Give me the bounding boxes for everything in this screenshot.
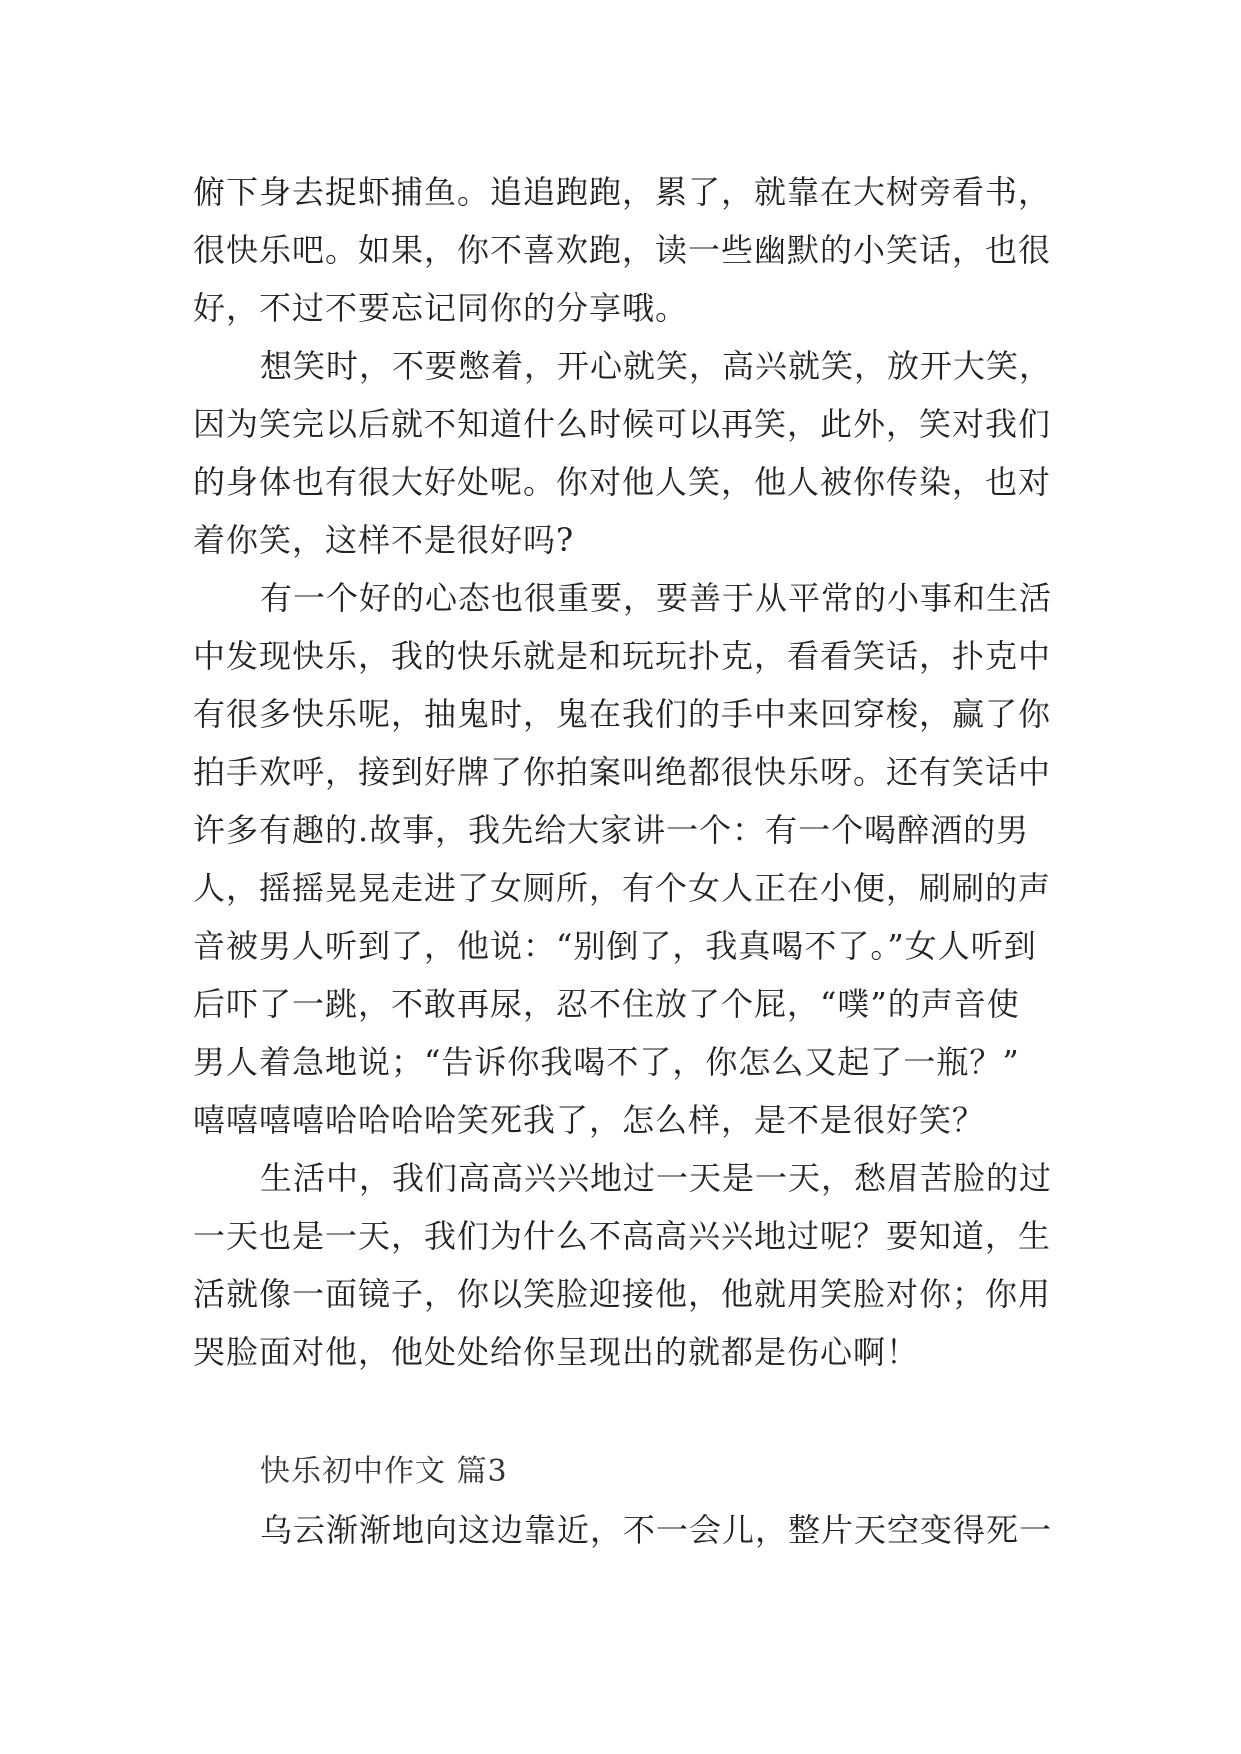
text-line: 着你笑，这样不是很好吗? xyxy=(193,521,575,559)
text-line: 音被男人听到了，他说：“别倒了，我真喝不了。”女人听到 xyxy=(193,927,1037,965)
text-line: 想笑时，不要憋着，开心就笑，高兴就笑，放开大笑， xyxy=(260,347,1053,385)
text-line: 许多有趣的.故事，我先给大家讲一个：有一个喝醉酒的男 xyxy=(193,811,1030,849)
text-line: 活就像一面镜子，你以笑脸迎接他，他就用笑脸对你；你用 xyxy=(193,1275,1052,1313)
text-line: 男人着急地说；“告诉你我喝不了，你怎么又起了一瓶？” xyxy=(193,1043,1020,1081)
section-title: 快乐初中作文 篇3 xyxy=(260,1454,508,1489)
text-line: 一天也是一天，我们为什么不高高兴兴地过呢？要知道，生 xyxy=(193,1217,1052,1255)
text-line: 有一个好的心态也很重要，要善于从平常的小事和生活 xyxy=(260,579,1053,617)
text-line: 生活中，我们高高兴兴地过一天是一天，愁眉苦脸的过 xyxy=(260,1159,1053,1197)
text-line: 因为笑完以后就不知道什么时候可以再笑，此外，笑对我们 xyxy=(193,405,1052,443)
text-line: 很快乐吧。如果，你不喜欢跑，读一些幽默的小笑话，也很 xyxy=(193,231,1052,269)
text-line: 哭脸面对他，他处处给你呈现出的就都是伤心啊！ xyxy=(193,1333,920,1371)
text-line: 人，摇摇晃晃走进了女厕所，有个女人正在小便，刷刷的声 xyxy=(193,869,1052,907)
text-line: 中发现快乐，我的快乐就是和玩玩扑克，看看笑话，扑克中 xyxy=(193,637,1052,675)
text-line: 有很多快乐呢，抽鬼时，鬼在我们的手中来回穿梭，赢了你 xyxy=(193,695,1052,733)
text-line: 后吓了一跳，不敢再尿，忍不住放了个屁，“噗”的声音使 xyxy=(193,985,1020,1023)
text-line: 好，不过不要忘记同你的分享哦。 xyxy=(193,289,689,327)
text-line: 的身体也有很大好处呢。你对他人笑，他人被你传染，也对 xyxy=(193,463,1052,501)
text-line: 拍手欢呼，接到好牌了你拍案叫绝都很快乐呀。还有笑话中 xyxy=(193,753,1052,791)
text-line: 嘻嘻嘻嘻哈哈哈哈笑死我了，怎么样，是不是很好笑？ xyxy=(193,1101,986,1139)
text-line: 乌云渐渐地向这边靠近，不一会儿，整片天空变得死一 xyxy=(260,1511,1053,1549)
text-line: 俯下身去捉虾捕鱼。追追跑跑，累了，就靠在大树旁看书， xyxy=(193,173,1052,211)
